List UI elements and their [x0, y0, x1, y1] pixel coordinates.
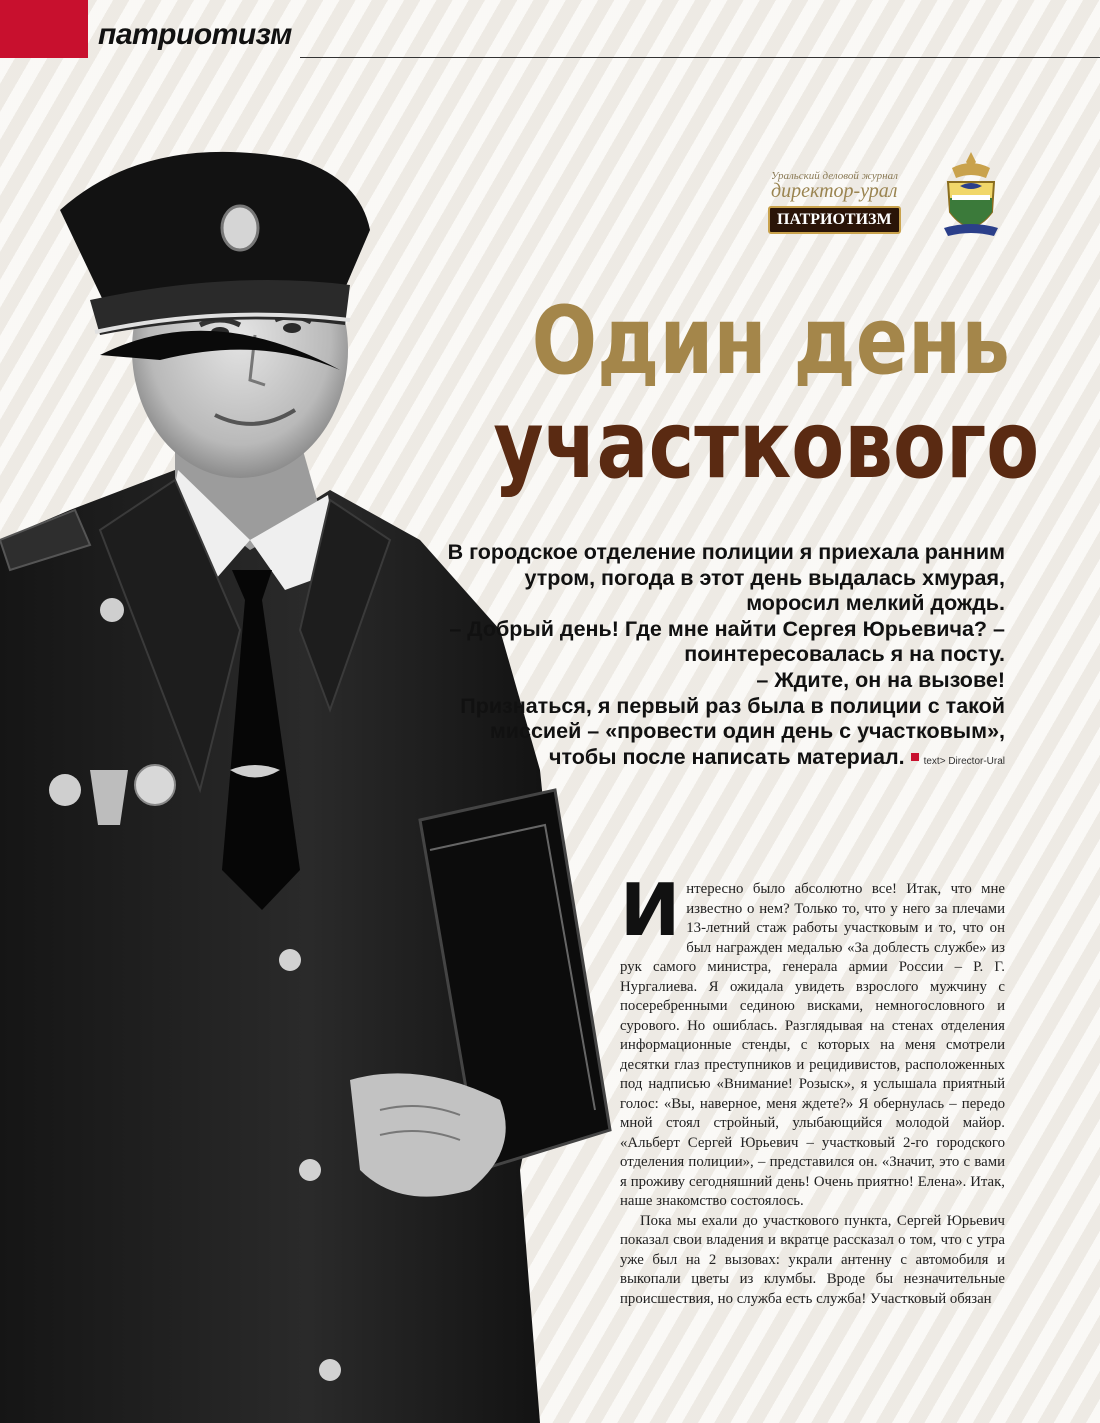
title-line-2: участкового: [493, 391, 1040, 500]
section-label: патриотизм: [98, 18, 292, 51]
lead-paragraph-last: [430, 694, 1005, 775]
author-credit: text> Director-Ural: [923, 755, 1005, 767]
lead-paragraph: Признаться, я первый раз была в полиции с такой миссией – «провести один день с участковым», чтобы после написать материал.: [460, 693, 1005, 769]
credit-marker: [911, 753, 919, 761]
magazine-logo: [765, 160, 915, 240]
body-paragraph: Пока мы ехали до участкового пункта, Сергей Юрьевич показал свои владения и вкратце рассказал о том, что с утра уже был на 2 вызовах: украли антенну с автомобиля и выкопали цветы из клумбы. Вроде бы незначительные происшествия, но служба есть служба! Участковый обязан: [620, 1212, 1005, 1307]
section-rule: [300, 57, 1100, 58]
title-line-1: Один день: [531, 287, 1010, 396]
lead-paragraph: – Добрый день! Где мне найти Сергея Юрьевича? – поинтересовалась я на посту.: [449, 616, 1005, 667]
article-lead: [430, 540, 1005, 774]
logo-name: директор-урал: [771, 180, 898, 202]
section-header: [0, 0, 1100, 58]
lead-paragraph: В городское отделение полиции я приехала ранним утром, погода в этот день выдалась хмурая, моросил мелкий дождь.: [447, 540, 1005, 616]
section-color-block: [0, 0, 88, 58]
rubric-badge: ПАТРИОТИЗМ: [768, 206, 901, 234]
article-title: [493, 287, 1040, 500]
drop-cap: И: [620, 868, 681, 952]
article-body: [620, 868, 1005, 1309]
body-paragraph-text: нтересно было абсолютно все! Итак, что мне известно о нем? Только то, что у него за плечами 13-летний стаж работы участковым и то, что он был награжден медалью «За доблесть службе» из рук самого министра, генерала армии России – Р. Г. Нургалиева. Я ожидала увидеть взрослого мужчину с посеребренными сединою висками, немногословного и сурового. Но ошиблась. Разглядывая на стенах отделения информационные стенды, с которых на меня смотрели десятки глаз преступников и рецидивистов, расположенных под надписью «Внимание! Розыск», я услышала приятный голос: «Вы, наверное, меня ждете?» Я обернулась – передо мной стоял стройный, улыбающийся молодой майор. «Альберт Сергей Юрьевич – участковый 2-го городского отделения полиции», – представился он. «Значит, это с вами я проживу сегодняшний день! Очень приятно! Елена». Итак, наше знакомство состоялось.: [620, 881, 1005, 1209]
police-crest-icon: [940, 150, 1002, 242]
lead-paragraph: – Ждите, он на вызове!: [756, 667, 1005, 692]
body-paragraph: [620, 868, 1005, 1212]
logo-subtitle: Уральский деловой журнал: [771, 170, 898, 182]
